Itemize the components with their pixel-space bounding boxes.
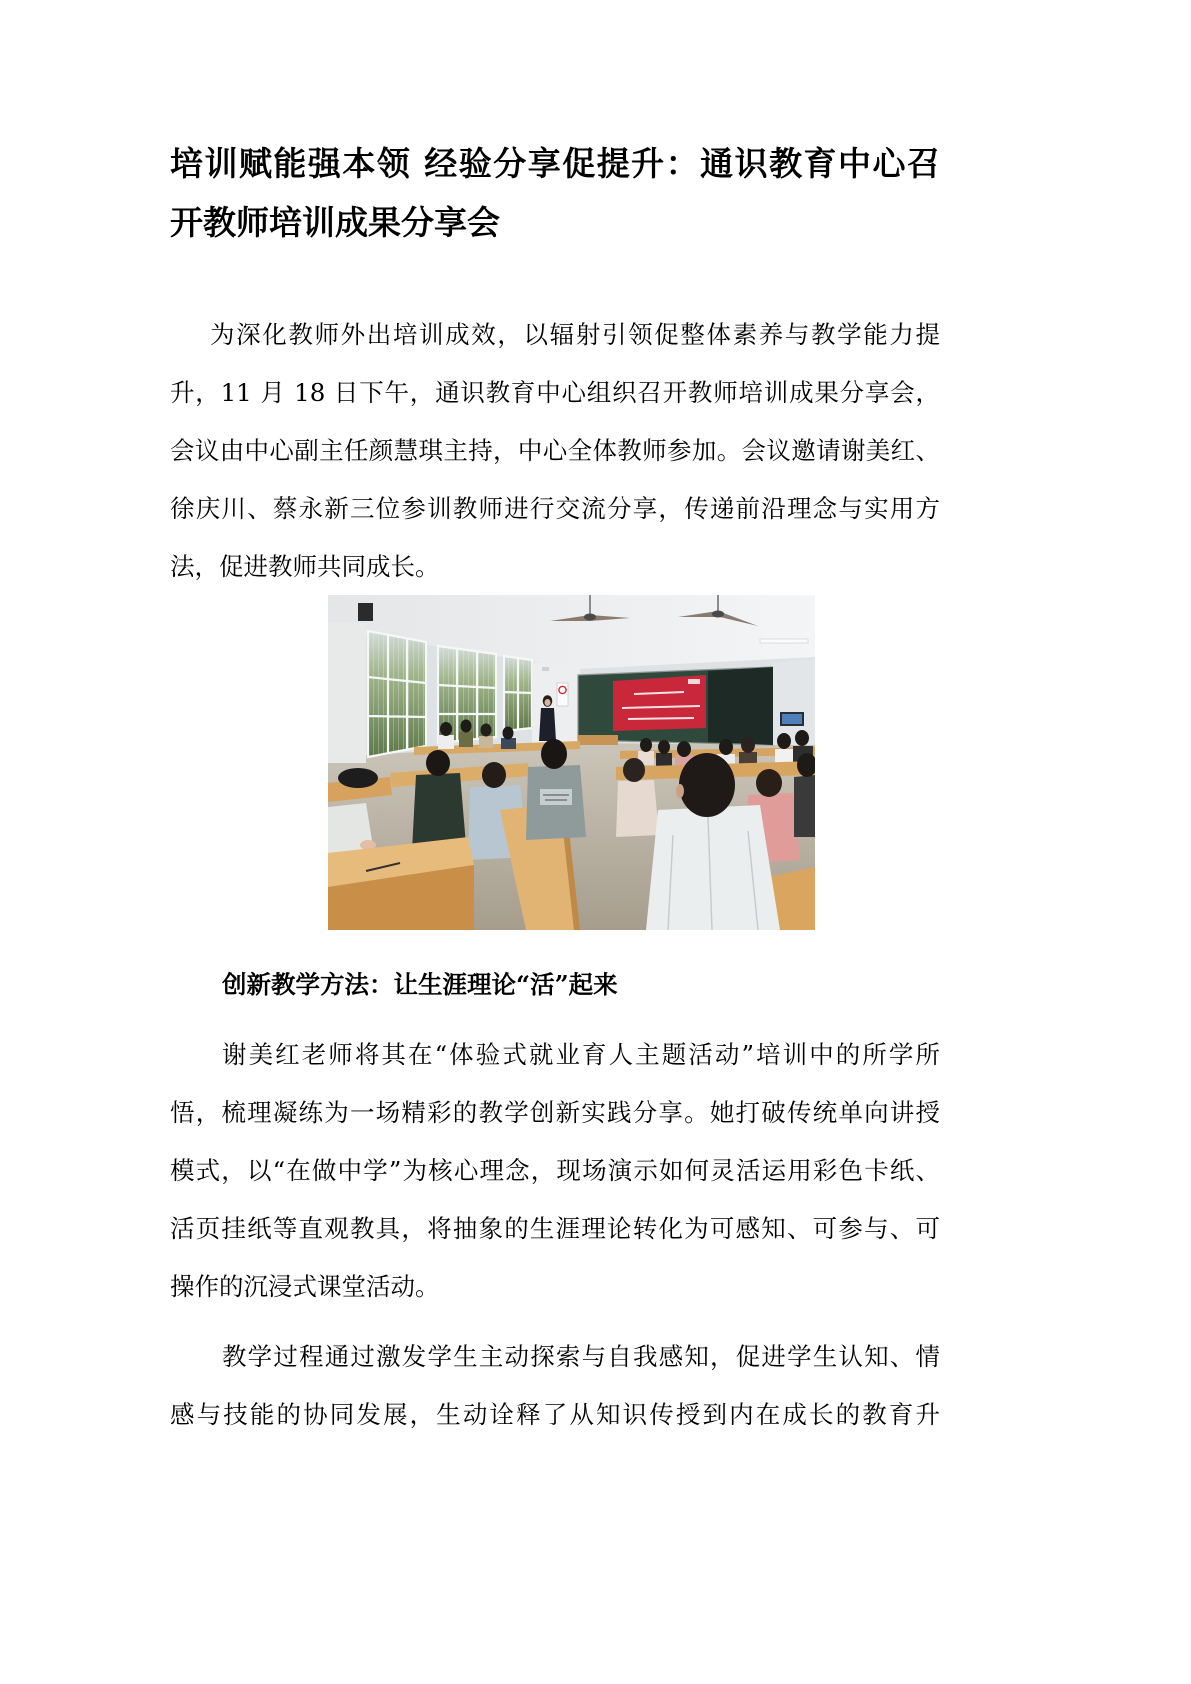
section-heading bbox=[170, 956, 940, 1014]
photo-audience-head bbox=[541, 739, 567, 769]
title-line-1: 培训赋能强本领 经验分享促提升：通识教育中心召 bbox=[170, 144, 940, 183]
photo-audience-body bbox=[616, 780, 659, 837]
photo-audience-head bbox=[756, 769, 782, 797]
photo-fan-left-hub bbox=[584, 614, 596, 621]
paragraph-line: 徐庆川、蔡永新三位参训教师进行交流分享，传递前沿理念与实用方 bbox=[170, 494, 940, 523]
body-paragraph bbox=[170, 1026, 940, 1316]
photo-audience-head bbox=[640, 738, 652, 752]
photo-window-left-grille bbox=[368, 631, 426, 757]
paragraph-line: 操作的沉浸式课堂活动。 bbox=[170, 1272, 440, 1301]
photo-wall-camera bbox=[542, 667, 549, 671]
photo-audience-head bbox=[623, 758, 645, 782]
photo-white-jacket-head bbox=[679, 753, 735, 817]
photo-audience-body bbox=[459, 732, 473, 747]
photo-audience-head bbox=[741, 737, 755, 753]
photo-audience-body bbox=[501, 738, 516, 749]
photo-audience-head bbox=[658, 740, 670, 754]
photo-audience-body bbox=[656, 753, 672, 767]
photo-jacket-graphic bbox=[540, 789, 572, 805]
body-paragraph bbox=[170, 1328, 940, 1444]
paragraph-line: 法，促进教师共同成长。 bbox=[170, 552, 440, 581]
intro-paragraph bbox=[170, 306, 940, 596]
photo-audience-head bbox=[677, 741, 691, 757]
photo-wall-monitor-screen bbox=[782, 714, 802, 724]
photo-audience-head bbox=[795, 730, 809, 746]
photo-audience-head bbox=[440, 722, 452, 736]
photo-podium bbox=[578, 735, 618, 745]
photo-wall-speaker bbox=[358, 603, 373, 621]
photo-fan-right-hub bbox=[712, 611, 724, 618]
section-heading-text: 创新教学方法：让生涯理论“活”起来 bbox=[222, 970, 618, 999]
photo-presenter-body bbox=[539, 708, 556, 741]
paragraph-line: 活页挂纸等直观教具，将抽象的生涯理论转化为可感知、可参与、可 bbox=[170, 1214, 940, 1243]
photo-presenter-face bbox=[545, 699, 551, 706]
photo-audience-head bbox=[426, 750, 450, 776]
photo-audience-body bbox=[794, 775, 815, 837]
photo-white-jacket-ear bbox=[676, 784, 684, 798]
paragraph-line: 升，11 月 18 日下午，通识教育中心组织召开教师培训成果分享会， bbox=[170, 378, 940, 407]
paragraph-line: 为深化教师外出培训成效，以辐射引领促整体素养与教学能力提 bbox=[210, 320, 940, 349]
photo-white-jacket-body bbox=[646, 805, 780, 930]
photo-audience-body bbox=[438, 735, 454, 749]
photo-left-wall bbox=[328, 623, 366, 763]
photo-right-wall bbox=[773, 659, 815, 745]
photo-audience-head bbox=[481, 724, 492, 737]
classroom-photo bbox=[328, 595, 815, 930]
paragraph-line: 会议由中心副主任颜慧琪主持，中心全体教师参加。会议邀请谢美红、 bbox=[170, 436, 940, 465]
paragraph-line: 谢美红老师将其在“体验式就业育人主题活动”培训中的所学所 bbox=[222, 1040, 940, 1069]
event-photo bbox=[328, 595, 815, 930]
photo-black-bag bbox=[338, 768, 378, 788]
article-title bbox=[170, 134, 940, 252]
photo-audience-head bbox=[719, 739, 733, 755]
photo-front-wall bbox=[532, 663, 580, 745]
photo-audience-head bbox=[482, 762, 506, 788]
paragraph-line: 感与技能的协同发展，生动诠释了从知识传授到内在成长的教育升 bbox=[170, 1400, 940, 1429]
photo-audience-head bbox=[461, 720, 472, 733]
photo-ceiling-light bbox=[760, 639, 808, 643]
photo-audience-head bbox=[777, 733, 791, 749]
photo-board-dark-panel bbox=[708, 667, 773, 745]
title-line-2: 开教师培训成果分享会 bbox=[170, 203, 500, 242]
photo-screen-logo bbox=[688, 679, 700, 684]
paragraph-line: 模式，以“在做中学”为核心理念，现场演示如何灵活运用彩色卡纸、 bbox=[170, 1156, 940, 1185]
paragraph-line: 教学过程通过激发学生主动探索与自我感知，促进学生认知、情 bbox=[222, 1342, 940, 1371]
photo-audience-head bbox=[503, 727, 514, 740]
paragraph-line: 悟，梳理凝练为一场精彩的教学创新实践分享。她打破传统单向讲授 bbox=[170, 1098, 940, 1127]
photo-audience-body bbox=[479, 736, 493, 748]
